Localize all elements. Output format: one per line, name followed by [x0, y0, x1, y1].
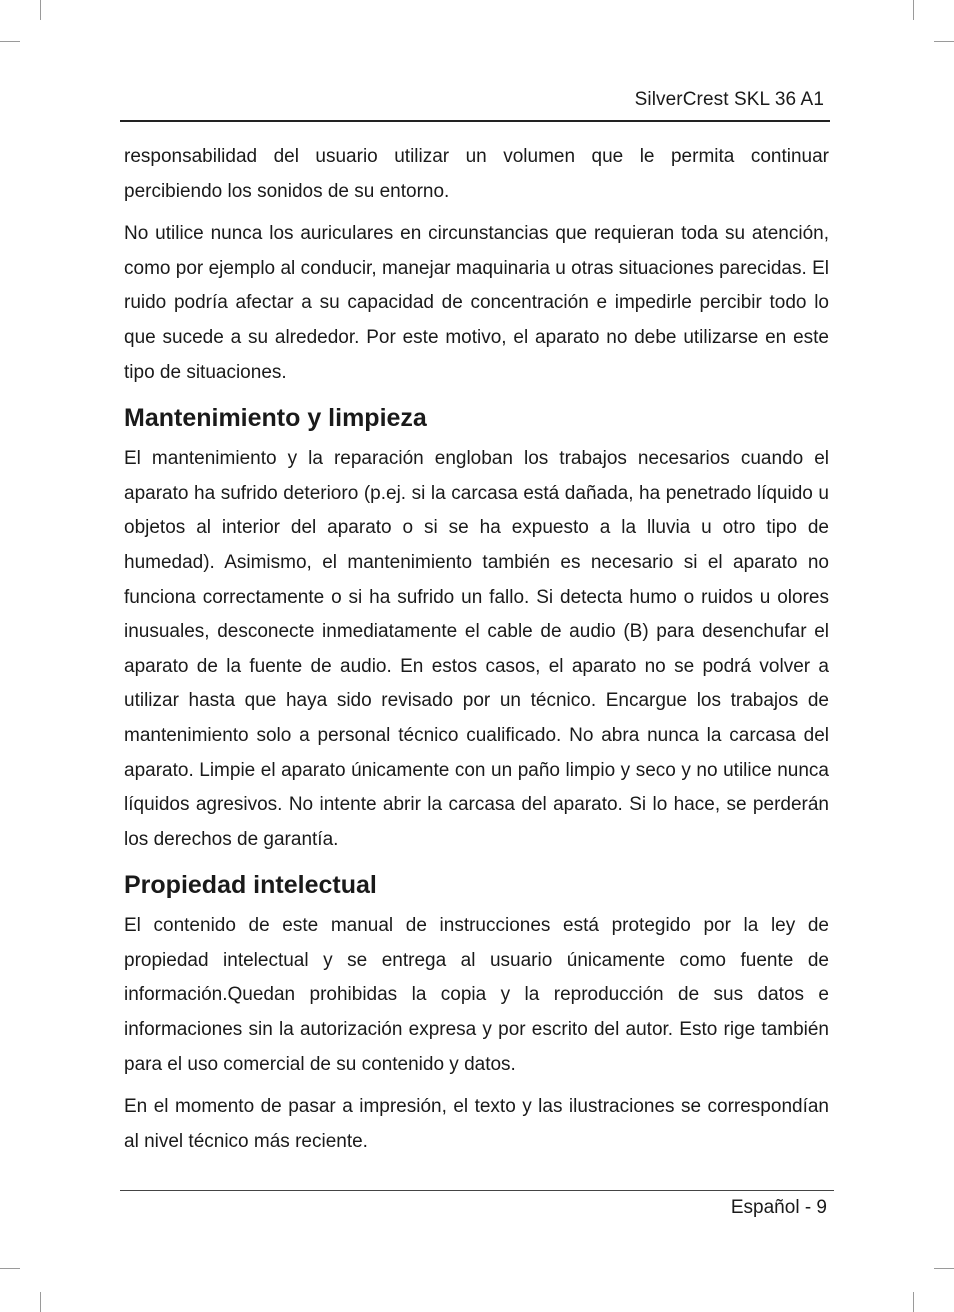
- footer-rule: [120, 1190, 834, 1191]
- paragraph: En el momento de pasar a impresión, el texto y las ilustraciones se correspondían al nivel técnico más reciente.: [124, 1096, 829, 1152]
- section-heading: Mantenimiento y limpieza: [124, 404, 427, 433]
- section-heading: Propiedad intelectual: [124, 871, 377, 900]
- crop-mark: [934, 41, 954, 42]
- page-content: [124, 140, 829, 1167]
- paragraph: El contenido de este manual de instrucciones está protegido por la ley de propiedad intelectual y se entrega al usuario únicamente como fuente de información.Quedan prohibidas la copia y la reproducción de sus datos e informaciones sin la autorización expresa y por escrito del autor. Esto rige también para el uso comercial de su contenido y datos.: [124, 915, 829, 1075]
- crop-mark: [0, 1268, 20, 1269]
- running-header: SilverCrest SKL 36 A1: [634, 89, 824, 110]
- crop-mark: [40, 0, 41, 20]
- crop-mark: [913, 1292, 914, 1312]
- crop-mark: [934, 1268, 954, 1269]
- paragraph: El mantenimiento y la reparación engloban los trabajos necesarios cuando el aparato ha sufrido deterioro (p.ej. si la carcasa está dañada, ha penetrado líquido u objetos al interior del aparato o si se ha expuesto a la lluvia u otro tipo de humedad). Asimismo, el mantenimiento también es necesario si el aparato no funciona correctamente o si ha sufrido un fallo. Si detecta humo o ruidos u olores inusuales, desconecte inmediatamente el cable de audio (B) para desenchufar el aparato de la fuente de audio. En estos casos, el aparato no se podrá volver a utilizar hasta que haya sido revisado por un técnico. Encargue los trabajos de mantenimiento solo a personal técnico cualificado. No abra nunca la carcasa del aparato. Limpie el aparato únicamente con un paño limpio y seco y no utilice nunca líquidos agresivos. No intente abrir la carcasa del aparato. Si lo hace, se perderán los derechos de garantía.: [124, 448, 829, 850]
- crop-mark: [0, 41, 20, 42]
- crop-mark: [40, 1292, 41, 1312]
- crop-mark: [913, 0, 914, 20]
- header-rule: [120, 120, 830, 122]
- paragraph: responsabilidad del usuario utilizar un volumen que le permita continuar percibiendo los sonidos de su entorno.: [124, 146, 829, 202]
- paragraph: No utilice nunca los auriculares en circunstancias que requieran toda su atención, como por ejemplo al conducir, manejar maquinaria u otras situaciones parecidas. El ruido podría afectar a su capacidad de concentración e impedirle percibir todo lo que sucede a su alrededor. Por este motivo, el aparato no debe utilizarse en este tipo de situaciones.: [124, 223, 829, 383]
- page-number: Español - 9: [730, 1197, 827, 1218]
